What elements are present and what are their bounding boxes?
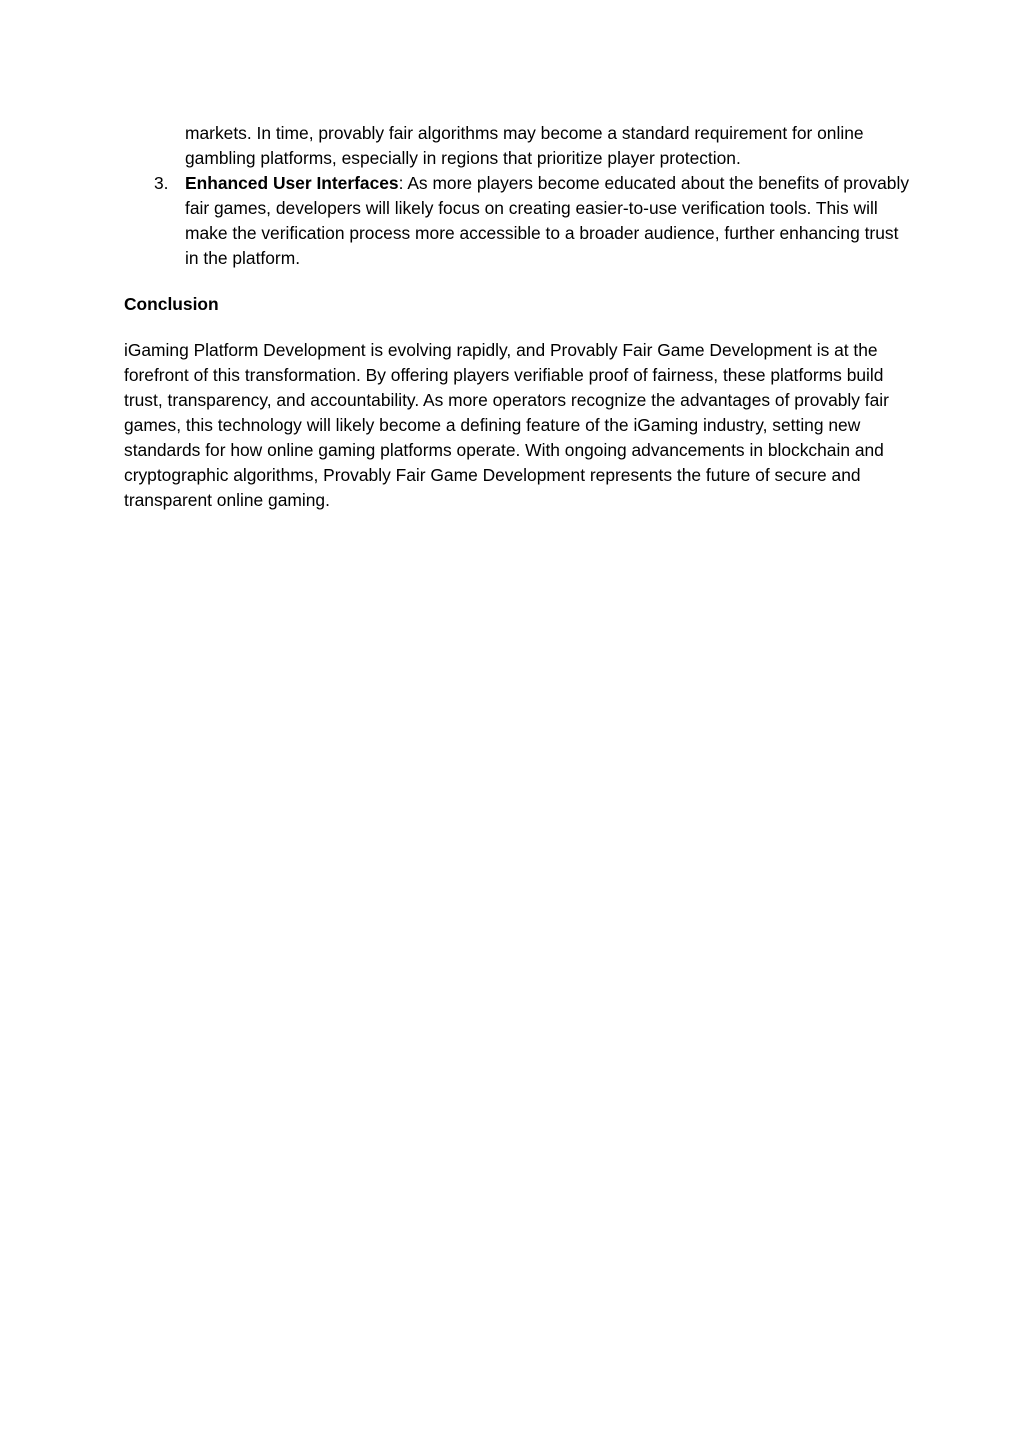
conclusion-heading: Conclusion xyxy=(124,294,219,314)
conclusion-paragraph: iGaming Platform Development is evolving rapidly, and Provably Fair Game Development is at the forefront of this transformation. By offering players verifiable proof of fairness, these platforms build trust, transparency, and accountability. As more operators recognize the advantages of provably fair games, this technology will likely become a defining feature of the iGaming industry, setting new standards for how online gaming platforms operate. With ongoing advancements in blockchain and cryptographic algorithms, Provably Fair Game Development represents the future of secure and transparent online gaming. xyxy=(124,340,889,510)
list-marker: 3. xyxy=(154,173,169,193)
list-item-title: Enhanced User Interfaces xyxy=(185,173,399,193)
list-item-continuation-text: markets. In time, provably fair algorithms may become a standard requirement for online gambling platforms, especially in regions that prioritize player protection. xyxy=(185,123,864,168)
list-item-continuation xyxy=(124,121,914,171)
document-body xyxy=(124,121,914,513)
list-item-enhanced-user-interfaces xyxy=(124,171,914,271)
list-item-text: : As more players become educated about the benefits of provably fair games, developers will likely focus on creating easier-to-use verification tools. This will make the verification process more accessible to a broader audience, further enhancing trust in the platform. xyxy=(185,173,910,268)
numbered-list xyxy=(124,121,914,271)
